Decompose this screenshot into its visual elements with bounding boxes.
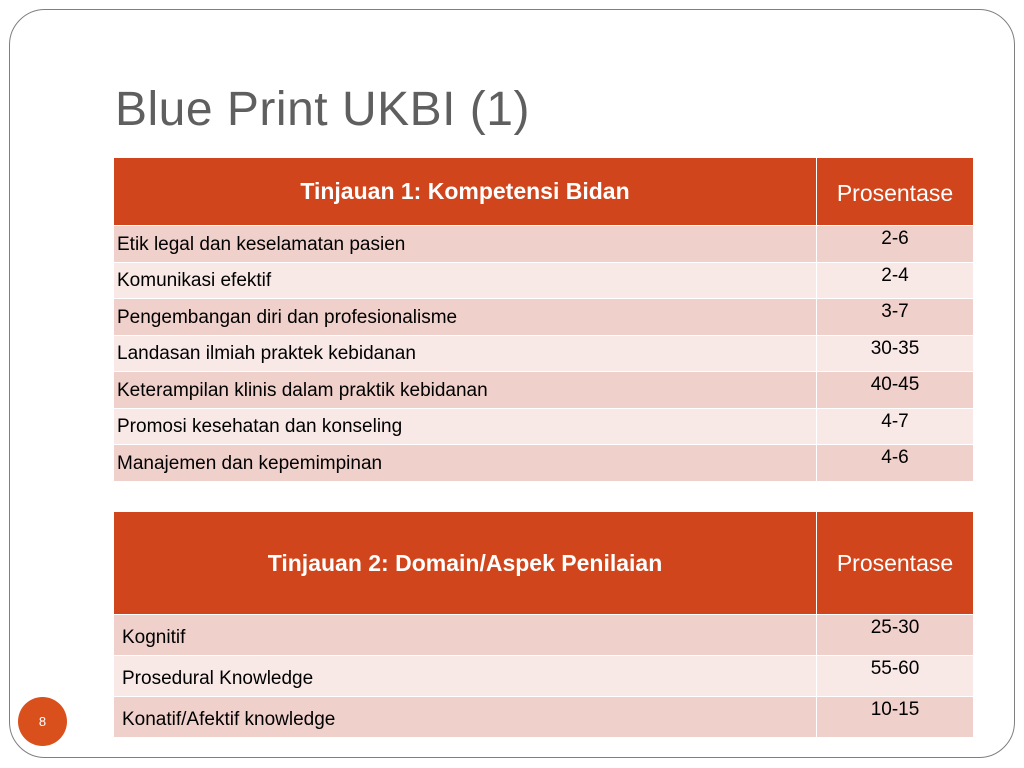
row-value: 10-15 (817, 697, 974, 738)
row-value: 3-7 (817, 299, 974, 336)
table-row (114, 262, 974, 299)
row-value: 25-30 (817, 615, 974, 656)
row-label: Landasan ilmiah praktek kebidanan (114, 335, 817, 372)
table-header-percentage: Prosentase (817, 158, 974, 226)
table-row (114, 697, 974, 738)
table-row (114, 299, 974, 336)
row-label: Komunikasi efektif (114, 262, 817, 299)
row-label: Pengembangan diri dan profesionalisme (114, 299, 817, 336)
row-label: Kognitif (114, 615, 817, 656)
table-row (114, 226, 974, 263)
row-label: Promosi kesehatan dan konseling (114, 408, 817, 445)
table-header-row (114, 512, 974, 615)
row-value: 55-60 (817, 656, 974, 697)
table-row (114, 445, 974, 482)
table-row (114, 615, 974, 656)
row-value: 2-6 (817, 226, 974, 263)
row-value: 40-45 (817, 372, 974, 409)
table-row (114, 408, 974, 445)
row-label: Manajemen dan kepemimpinan (114, 445, 817, 482)
page-number-badge: 8 (18, 697, 67, 746)
table-header-percentage: Prosentase (817, 512, 974, 615)
table-header-topic: Tinjauan 2: Domain/Aspek Penilaian (114, 512, 817, 615)
slide-title: Blue Print UKBI (1) (115, 83, 530, 136)
table-row (114, 372, 974, 409)
row-value: 30-35 (817, 335, 974, 372)
table-header-topic: Tinjauan 1: Kompetensi Bidan (114, 158, 817, 226)
row-value: 2-4 (817, 262, 974, 299)
row-label: Konatif/Afektif knowledge (114, 697, 817, 738)
table-header-row (114, 158, 974, 226)
row-label: Etik legal dan keselamatan pasien (114, 226, 817, 263)
row-value: 4-7 (817, 408, 974, 445)
row-label: Keterampilan klinis dalam praktik kebidanan (114, 372, 817, 409)
domain-table (113, 511, 974, 738)
row-value: 4-6 (817, 445, 974, 482)
row-label: Prosedural Knowledge (114, 656, 817, 697)
table-row (114, 656, 974, 697)
competency-table (113, 157, 974, 482)
table-row (114, 335, 974, 372)
